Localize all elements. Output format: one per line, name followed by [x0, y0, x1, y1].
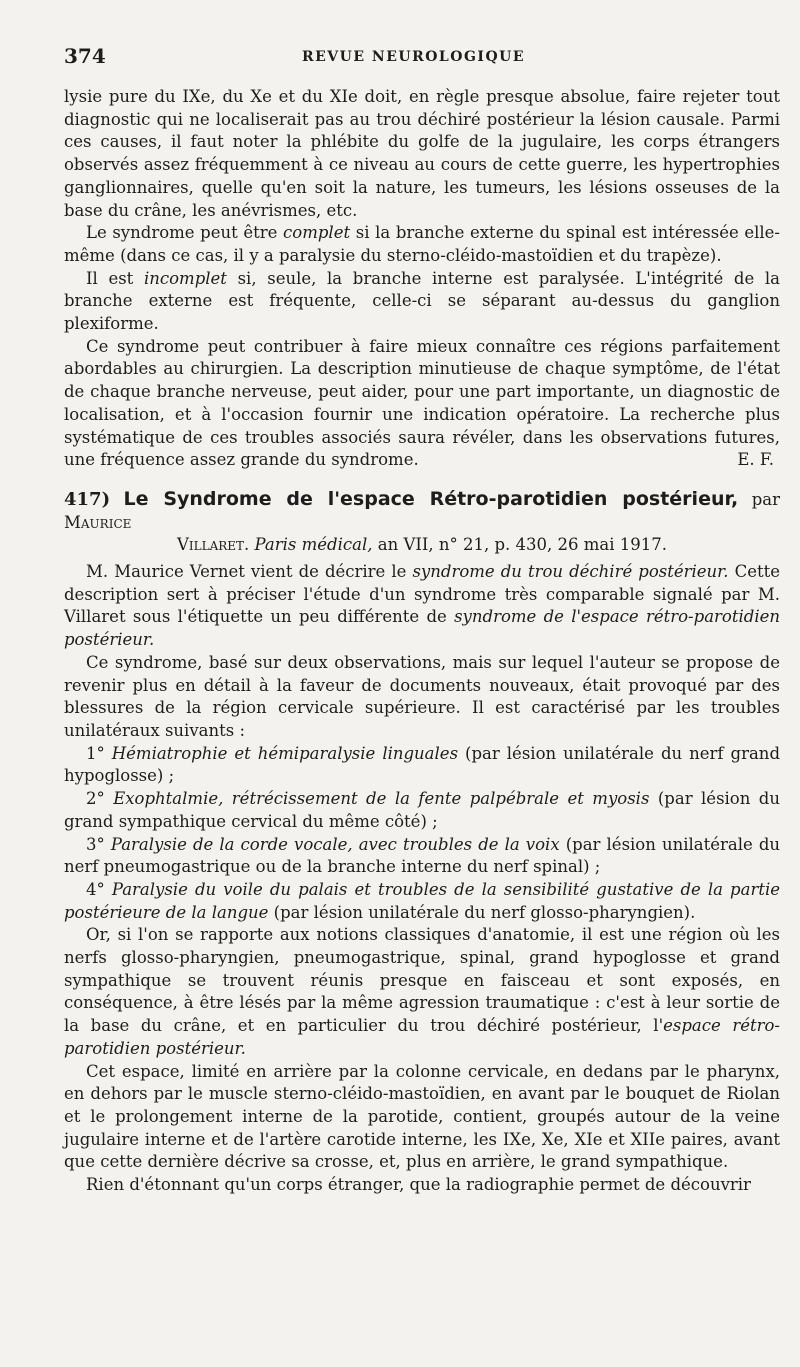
emphasis: Paralysie de la corde vocale, avec troubles de la voix	[110, 834, 560, 854]
text: (par lésion unilatérale du nerf pneumogastrique ou de la branche interne du nerf spinal) ;	[64, 834, 781, 877]
item-number: 2°	[86, 789, 105, 809]
emphasis: Exophtalmie, rétrécissement de la fente palpébrale et myosis	[113, 789, 650, 809]
author-last-name: Villaret.	[176, 535, 250, 555]
abstract-reference	[64, 534, 780, 557]
paragraph-anatomy	[64, 924, 780, 1060]
text: Il est	[86, 268, 144, 288]
text: par	[738, 489, 780, 509]
emphasis: incomplet	[143, 268, 227, 288]
page-number: 374	[64, 44, 106, 68]
citation: an VII, n° 21, p. 430, 26 mai 1917.	[372, 535, 668, 555]
emphasis: syndrome de l'espace rétro-parotidien postérieur.	[64, 607, 780, 650]
body-text	[64, 86, 780, 1197]
text: (par lésion du grand sympathique cervical du même côté) ;	[64, 789, 780, 831]
running-title: REVUE NEUROLOGIQUE	[302, 49, 526, 65]
text: (par lésion unilatérale du nerf grand hypoglosse) ;	[64, 743, 781, 786]
abstract-number: 417)	[64, 488, 111, 510]
paragraph-incomplet	[64, 268, 780, 336]
list-item	[64, 788, 780, 833]
text: Or, si l'on se rapporte aux notions classiques d'anatomie, il est une région où les nerfs glosso-pharyngien, pneumogastrique, spinal, grand hypoglosse et grand sympathique se trouvent réunis presque en faisceau et sont exposés, en conséquence, à être lésés par la même agression traumatique : c'est à leur sortie de la base du crâne, et en particulier du trou déchiré postérieur, l'	[64, 925, 780, 1036]
paragraph-syndrome: Ce syndrome, basé sur deux observations, mais sur lequel l'auteur se propose de revenir plus en détail à la faveur de documents nouveaux, était provoqué par des blessures de la région cervicale supérieure. Il est caractérisé par les troubles unilatéraux suivants :	[64, 652, 780, 740]
item-number: 4°	[86, 879, 105, 899]
paragraph-vernet	[64, 561, 780, 652]
item-number: 3°	[86, 834, 105, 854]
list-item	[64, 834, 780, 879]
list-item	[64, 743, 780, 788]
paragraph-conclusion	[64, 336, 780, 472]
text: (par lésion unilatérale du nerf glosso-pharyngien).	[268, 902, 696, 922]
text: M. Maurice Vernet vient de décrire le	[86, 562, 413, 582]
emphasis: Hémiatrophie et hémiparalysie linguales	[111, 743, 459, 763]
paragraph-complet	[64, 222, 780, 267]
journal-name: Paris médical,	[254, 535, 373, 555]
emphasis: espace rétro-parotidien postérieur.	[64, 1016, 780, 1058]
emphasis: Paralysie du voile du palais et troubles de la sensibilité gustative de la partie postérieure de la langue	[64, 879, 781, 922]
text: Ce syndrome peut contribuer à faire mieux connaître ces régions parfaitement abordables au chirurgien. La description minutieuse de chaque symptôme, de l'état de chaque branche nerveuse, peut aider, pour une part importante, un diagnostic de localisation, et à l'occasion fournir une indication opératoire. La recherche plus systématique de ces troubles associés saura révéler, dans les observations futures, une fréquence assez grande du syndrome.	[64, 336, 780, 470]
signature: E. F.	[737, 450, 774, 470]
page-header	[64, 44, 780, 74]
text: Le syndrome peut être	[86, 223, 284, 243]
item-number: 1°	[86, 743, 105, 763]
paragraph-space: Cet espace, limité en arrière par la colonne cervicale, en dedans par le pharynx, en dehors par le muscle sterno-cléido-mastoïdien, en avant par le bouquet de Riolan et le prolongement interne de la parotide, contient, groupés autour de la veine jugulaire interne et de l'artère carotide interne, les IXe, Xe, XIe et XIIe paires, avant que cette dernière décrive sa crosse, et, plus en arrière, le grand sympathique.	[64, 1061, 780, 1172]
list-item	[64, 879, 780, 924]
paragraph-final: Rien d'étonnant qu'un corps étranger, que la radiographie permet de découvrir	[86, 1175, 751, 1195]
text: si la branche externe du spinal est intéressée elle-même (dans ce cas, il y a paralysie du sterno-cléido-mastoïdien et du trapèze).	[64, 223, 781, 265]
text: Cette description sert à préciser l'étude d'un syndrome très comparable signalé par M. Villaret sous l'étiquette un peu différente de	[64, 562, 780, 627]
abstract-heading	[64, 488, 780, 534]
text: si, seule, la branche interne est paralysée. L'intégrité de la branche externe est fréquente, celle-ci se séparant au-dessus du ganglion plexiforme.	[64, 268, 780, 334]
emphasis: complet	[283, 223, 351, 243]
emphasis: syndrome du trou déchiré postérieur.	[412, 562, 729, 582]
author-first-name: Maurice	[64, 512, 132, 532]
abstract-title: Le Syndrome de l'espace Rétro-parotidien postérieur,	[123, 487, 739, 510]
paragraph-continuation: lysie pure du IXe, du Xe et du XIe doit, en règle presque absolue, faire rejeter tout diagnostic qui ne localiserait pas au trou déchiré postérieur la lésion causale. Parmi ces causes, il faut noter la phlébite du golfe de la jugulaire, les corps étrangers observés assez fréquemment à ce niveau au cours de cette guerre, les hypertrophies ganglionnaires, quelle qu'en soit la nature, les tumeurs, les lésions osseuses de la base du crâne, les anévrismes, etc.	[64, 87, 780, 220]
